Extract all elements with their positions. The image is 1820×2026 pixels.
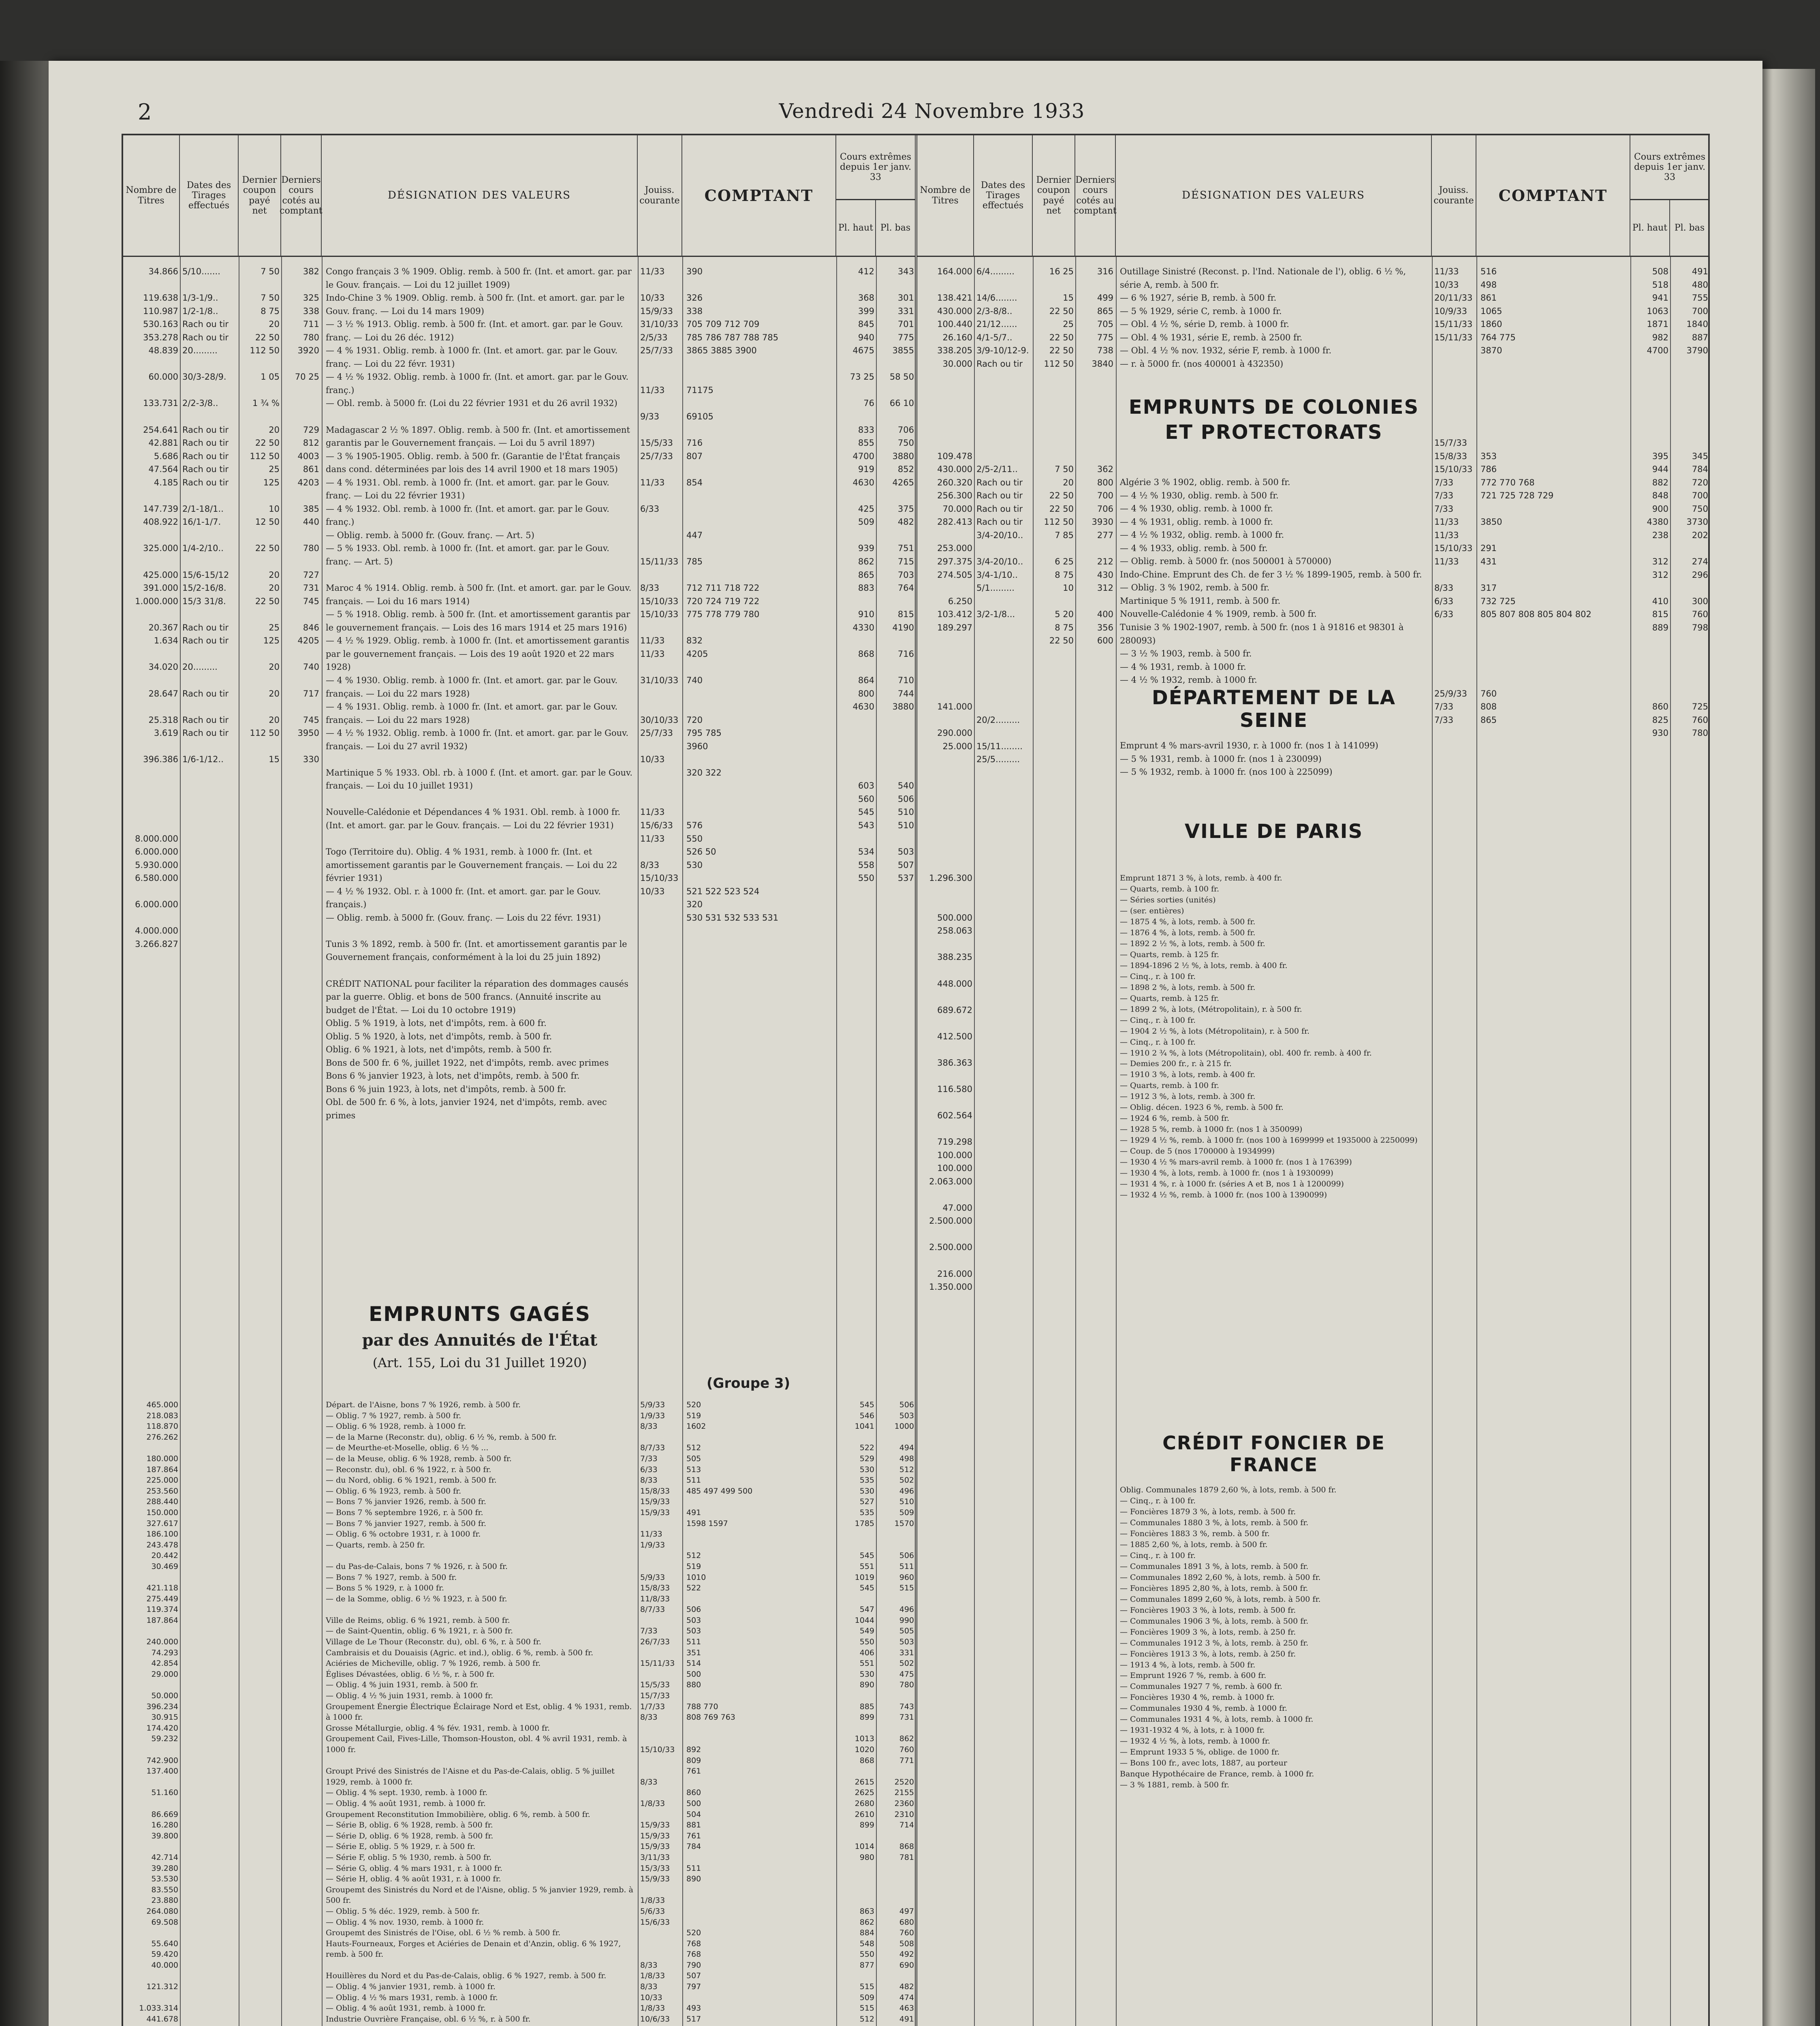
col-coupon-upper: 7 50 7 50 8 75 20 22 50 112 50 1 05 1 ¾ % 20 22 50 112 50 25 125 10 12 50 22 50 20 20 22 50 25 125 20 20 20 112 50 15 bbox=[250, 267, 280, 765]
col-cours-right: 316 499 865 705 775 738 3840 362 800 700 706 3930 277 212 430 312 400 356 600 bbox=[1092, 267, 1113, 646]
col-cours-upper: 382 325 338 711 780 3920 70 25 729 812 4003 861 4203 385 440 780 727 731 745 846 4205 740 717 745 3950 330 bbox=[295, 267, 319, 765]
page-number: 2 bbox=[138, 99, 152, 125]
col-jouiss-upper: 11/33 10/33 15/9/33 31/10/33 2/5/33 25/7/33 11/33 9/33 15/5/33 25/7/33 11/33 6/33 15/11/33 8/33 15/10/33 15/10/33 11/33 11/33 31/10/33 30/10/33 25/7/33 10/33 11/33 15/6/33 11/33 8/33 15/10/33 10/33 bbox=[640, 267, 679, 896]
rule bbox=[836, 257, 837, 2026]
right-half-table bbox=[917, 135, 1711, 2026]
header-cours: Derniers cours cotés au comptant bbox=[1075, 135, 1116, 257]
col-nombre-right: 164.000 138.421 430.000 100.440 26.160 338.205 30.000 109.478 430.000 260.320 256.300 70.000 282.413 253.000 297.375 274.505 6.250 103.412 189.297 141.000 290.000 25.000 1.296.300 500.000 258.063 388.235 448.000 689.672 412.500 386.363 116.580 602.564 719.298 100.000 100.000 2.063.000 47.000 2.500.000 2.500.000 216.000 1.350.000 bbox=[929, 267, 972, 1292]
left-half-table bbox=[123, 135, 917, 2026]
col-comptant-right: 516 498 861 1065 1860 764 775 3870 353 786 772 770 768 721 725 728 729 3850 291 431 317 732 725 805 807 808 805 804 802 760 808 865 bbox=[1480, 267, 1591, 725]
header-jouiss: Jouiss. courante bbox=[1432, 135, 1476, 257]
header-nombre: Nombre de Titres bbox=[917, 135, 974, 257]
col-coupon-right: 16 25 15 22 50 25 22 50 22 50 112 50 7 50 20 22 50 22 50 112 50 7 85 6 25 8 75 10 5 20 8 75 22 50 bbox=[1044, 267, 1074, 646]
rule bbox=[1670, 257, 1671, 2026]
rule bbox=[180, 257, 181, 2026]
header-pl-bas: Pl. bas bbox=[876, 200, 916, 257]
col-comptant-upper: 390 326 338 705 709 712 709 785 786 787 788 785 3865 3885 3900 71175 69105 716 807 854 447 785 712 711 718 722 720 724 719 722 775 778 779 780 832 4205 740 720 795 785 3960 320 322 576 550 526 50 530 521 522 523 524 320 530 531 532 533 531 bbox=[686, 267, 779, 923]
section-subtitle-annuites: par des Annuités de l'État bbox=[362, 1331, 598, 1350]
section-title-seine: DÉPARTEMENT DE LA SEINE bbox=[1151, 686, 1396, 732]
col-jouiss-right: 11/33 10/33 20/11/33 10/9/33 15/11/33 15/11/33 15/7/33 15/8/33 15/10/33 7/33 7/33 7/33 11/33 11/33 15/10/33 11/33 8/33 6/33 6/33 25/9/33 7/33 7/33 bbox=[1434, 267, 1473, 725]
rule bbox=[1630, 257, 1631, 2026]
header-cours: Derniers cours cotés au comptant bbox=[281, 135, 322, 257]
header-coupon: Dernier coupon payé net bbox=[239, 135, 281, 257]
header-comptant: COMPTANT bbox=[1476, 135, 1630, 257]
rule bbox=[876, 257, 877, 2026]
header-dates: Dates des Tirages effectués bbox=[974, 135, 1033, 257]
col-dates-right: 6/4......... 14/6........ 2/3-8/8.. 21/12...... 4/1-5/7.. 3/9-10/12-9. Rach ou tir 2/5-2/11.. Rach ou tir Rach ou tir Rach ou tir Rach ou tir 3/4-20/10.. 3/4-20/10.. 3/4-1/10.. 5/1......... 3/2-1/8... 20/2......... 15/11........ 25/5......... bbox=[976, 267, 1029, 765]
col-pl-bas-upper: 343 301 331 701 775 3855 58 50 66 10 706 750 3880 852 4265 375 482 751 715 703 764 815 4190 716 710 744 3880 540 506 510 510 503 507 537 bbox=[889, 267, 914, 883]
col-jouiss-gages: 5/9/33 1/9/33 8/33 8/7/33 7/33 6/33 8/33 15/8/33 15/9/33 15/9/33 11/33 1/9/33 5/9/33 15/8/33 11/8/33 8/7/33 7/33 26/7/33 15/11/33 15/5/33 15/7/33 1/7/33 8/33 15/10/33 8/33 1/8/33 15/9/33 15/9/33 15/9/33 3/11/33 15/3/33 15/9/33 1/8/33 5/6/33 15/6/33 8/33 1/8/33 8/33 10/33 1/8/33 10/6/33 bbox=[640, 1400, 675, 2024]
rule bbox=[974, 257, 975, 2026]
header-cours-extremes: Cours extrêmes depuis 1er janv. 33 bbox=[1630, 135, 1710, 200]
rule bbox=[1033, 257, 1034, 2026]
header-pl-haut: Pl. haut bbox=[836, 200, 876, 257]
section-title-colonies: EMPRUNTS DE COLONIES ET PROTECTORATS bbox=[1128, 396, 1419, 444]
running-head-date: Vendredi 24 Novembre 1933 bbox=[779, 99, 1085, 123]
designation-colonies: Algérie 3 % 1902, oblig. remb. à 500 fr. — 4 ½ % 1930, oblig. remb. à 500 fr. — 4 % 1930, oblig. remb. à 1000 fr. — 4 % 1931, oblig. remb. à 1000 fr. — 4 ½ % 1932, oblig. remb. à 1000 fr. — 4 % 1933, oblig. remb. à 500 fr. — Oblig. remb. à 5000 fr. (nos 500001 à 570000) Indo-Chine. Emprunt des Ch. de fer 3 ½ % 1899-1905, remb. à 500 fr. — Oblig. 3 % 1902, remb. à 500 fr. Martinique 5 % 1911, remb. à 500 fr. Nouvelle-Calédonie 4 % 1909, remb. à 500 fr. Tunisie 3 % 1902-1907, remb. à 500 fr. (nos 1 à 91816 et 98301 à 280093) — 3 ½ % 1903, remb. à 500 fr. — 4 % 1931, remb. à 1000 fr. — 4 ½ % 1932, remb. à 1000 fr. bbox=[1120, 477, 1422, 685]
header-dates: Dates des Tirages effectués bbox=[180, 135, 239, 257]
col-pl-bas-right: 491 480 755 700 1840 887 3790 345 784 720 700 750 3730 202 274 296 300 760 798 725 760 780 bbox=[1686, 267, 1708, 738]
col-comptant-gages: 520 519 1602 512 505 513 511 485 497 499 500 491 1598 1597 512 519 1010 522 506 503 503 511 351 514 500 880 788 770 808 769 763 892 809 761 860 500 504 881 761 784 511 890 520 768 768 790 507 797 493 517 bbox=[686, 1400, 753, 2024]
rule bbox=[638, 257, 639, 2026]
header-cours-extremes: Cours extrêmes depuis 1er janv. 33 bbox=[836, 135, 916, 200]
designation-colonial-block: Congo français 3 % 1909. Oblig. remb. à 500 fr. (Int. et amort. gar. par le Gouv. français. — Loi du 12 juillet 1909) Indo-Chine 3 % 1909. Oblig. remb. à 500 fr. (Int. et amort. gar. par le Gouv. franç. — Loi du 14 mars 1909) — 3 ½ % 1913. Oblig. remb. à 500 fr. (Int. et amort. gar. par le Gouv. franç. — Loi du 26 déc. 1912) — 4 % 1931. Oblig. remb. à 1000 fr. (Int. et amort. gar. par le Gouv. franç. — Loi du 22 févr. 1931) — 4 ½ % 1932. Oblig. remb. à 1000 fr. (Int. et amort. gar. par le Gouv. franç.) — Obl. remb. à 5000 fr. (Loi du 22 février 1931 et du 26 avril 1932) Madagascar 2 ½ % 1897. Oblig. remb. à 500 fr. (Int. et amortissement garantis par le Gouvernement français. — Loi du 5 avril 1897) — 3 % 1905-1905. Oblig. remb. à 500 fr. (Garantie de l'État français dans cond. déterminées par lois des 14 avril 1900 et 18 mars 1905) — 4 % 1931. Obl. remb. à 1000 fr. (Int. et amort. gar. par le Gouv. franç. — Loi du 22 février 1931) — 4 % 1932. Obl. remb. à 1000 fr. (Int. et amort. gar. par le Gouv. franç.) — Oblig. remb. à 5000 fr. (Gouv. franç. — Art. 5) — 5 % 1933. Obl. remb. à 1000 fr. (Int. et amort. gar. par le Gouv. franç. — Art. 5) Maroc 4 % 1914. Oblig. remb. à 500 fr. (Int. et amort. gar. par le Gouv. français. — Loi du 16 mars 1914) — 5 % 1918. Oblig. remb. à 500 fr. (Int. et amortissement garantis par le gouvernement français. — Lois des 16 mars 1914 et 25 mars 1916) — 4 ½ % 1929. Oblig. remb. à 1000 fr. (Int. et amortissement garantis par le gouvernement français. — Lois des 19 août 1920 et 22 mars 1928) — 4 % 1930. Oblig. remb. à 1000 fr. (Int. et amort. gar. par le Gouv. français. — Loi du 22 mars 1928) — 4 % 1931. Oblig. remb. à 1000 fr. (Int. et amort. gar. par le Gouv. français. — Loi du 22 mars 1928) — 4 ½ % 1932. Oblig. remb. à 1000 fr. (Int. et amort. gar. par le Gouv. français. — Loi du 27 avril 1932) Martinique 5 % 1933. Obl. rb. à 1000 f. (Int. et amort. gar. par le Gouv. français. — Loi du 10 juillet 1931) Nouvelle-Calédonie et Dépendances 4 % 1931. Obl. remb. à 1000 fr. (Int. et amort. gar. par le Gouv. français. — Loi du 22 février 1931) Togo (Territoire du). Oblig. 4 % 1931, remb. à 1000 fr. (Int. et amortissement garantis par le Gouvernement français. — Loi du 22 février 1931) — 4 ½ % 1932. Obl. r. à 1000 fr. (Int. et amort. gar. par le Gouv. français.) — Oblig. remb. à 5000 fr. (Gouv. franç. — Lois du 22 févr. 1931) Tunis 3 % 1892, remb. à 500 fr. (Int. et amortissement garantis par le Gouvernement français, conformément à la loi du 25 juin 1892) CRÉDIT NATIONAL pour faciliter la réparation des dommages causés par la guerre. Oblig. et bons de 500 francs. (Annuité inscrite au budget de l'État. — Loi du 10 octobre 1919) Oblig. 5 % 1919, à lots, net d'impôts, rem. à 600 fr. Oblig. 5 % 1920, à lots, net d'impôts, remb. à 500 fr. Oblig. 6 % 1921, à lots, net d'impôts, remb. à 500 fr. Bons de 500 fr. 6 %, juillet 1922, net d'impôts, remb. avec primes Bons 6 % janvier 1923, à lots, net d'impôts, remb. à 500 fr. Bons 6 % juin 1923, à lots, net d'impôts, remb. à 500 fr. Obl. de 500 fr. 6 %, à lots, janvier 1924, net d'impôts, remb. avec primes bbox=[326, 267, 633, 1120]
col-dates-upper: 5/10....... 1/3-1/9.. 1/2-1/8.. Rach ou tir Rach ou tir 20......... 30/3-28/9. 2/2-3/8.. Rach ou tir Rach ou tir Rach ou tir Rach ou tir Rach ou tir 2/1-18/1.. 16/1-1/7. 1/4-2/10.. 15/6-15/12 15/2-16/8. 15/3 31/8. Rach ou tir Rach ou tir 20......... Rach ou tir Rach ou tir Rach ou tir 1/6-1/12.. bbox=[182, 267, 229, 765]
header-designation: DÉSIGNATION DES VALEURS bbox=[1116, 135, 1432, 257]
section-title-ville-de-paris: VILLE DE PARIS bbox=[1184, 820, 1363, 843]
col-nombre-gages: 465.000 218.083 118.870 276.262 180.000 187.864 225.000 253.560 288.440 150.000 327.617 186.100 243.478 20.442 30.469 421.118 275.449 119.374 187.864 240.000 74.293 42.854 29.000 50.000 396.234 30.915 174.420 59.232 742.900 137.400 51.160 86.669 16.280 39.800 42.714 39.280 53.530 83.550 23.880 264.080 69.508 55.640 59.420 40.000 121.312 1.033.314 441.678 bbox=[139, 1400, 178, 2024]
header-pl-haut: Pl. haut bbox=[1630, 200, 1670, 257]
col-pl-bas-gages: 506 503 1000 494 498 512 502 496 510 509 1570 506 511 960 515 496 990 505 503 331 502 475 780 743 731 862 760 771 2520 2155 2360 2310 714 868 781 497 680 760 508 492 690 482 474 463 491 bbox=[894, 1400, 914, 2024]
col-pl-haut-gages: 545 546 1041 522 529 530 535 530 527 535 1785 545 551 1019 545 547 1044 549 550 406 551 530 890 885 899 1013 1020 868 2615 2625 2680 2610 899 1014 980 863 862 884 548 550 877 515 509 515 512 bbox=[854, 1400, 874, 2024]
designation-credit-foncier: Oblig. Communales 1879 2,60 %, à lots, remb. à 500 fr. — Cinq., r. à 100 fr. — Foncières 1879 3 %, à lots, remb. à 500 fr. — Communales 1880 3 %, à lots, remb. à 500 fr. — Foncières 1883 3 %, remb. à 500 fr. — 1885 2,60 %, à lots, remb. à 500 fr. — Cinq., r. à 100 fr. — Communales 1891 3 %, à lots, remb. à 500 fr. — Communales 1892 2,60 %, à lots, remb. à 500 fr. — Foncières 1895 2,80 %, à lots, remb. à 500 fr. — Communales 1899 2,60 %, à lots, remb. à 500 fr. — Foncières 1903 3 %, à lots, remb. à 500 fr. — Communales 1906 3 %, à lots, remb. à 500 fr. — Foncières 1909 3 %, à lots, remb. à 250 fr. — Communales 1912 3 %, à lots, remb. à 250 fr. — Foncières 1913 3 %, à lots, remb. à 250 fr. — 1913 4 %, à lots, remb. à 500 fr. — Emprunt 1926 7 %, remb. à 600 fr. — Communales 1927 7 %, remb. à 600 fr. — Foncières 1930 4 %, remb. à 1000 fr. — Communales 1930 4 %, remb. à 1000 fr. — Communales 1931 4 %, à lots, remb. à 1000 fr. — 1931-1932 4 %, à lots, r. à 1000 fr. — 1932 4 ½ %, à lots, remb. à 1000 fr. — Emprunt 1933 5 %, oblige. de 1000 fr. — Bons 100 fr., avec lots, 1887, au porteur Banque Hypothécaire de France, remb. à 1000 fr. — 3 % 1881, remb. à 500 fr. bbox=[1120, 1485, 1337, 1790]
section-law-reference: (Art. 155, Loi du 31 Juillet 1920) bbox=[372, 1355, 587, 1370]
header-nombre: Nombre de Titres bbox=[123, 135, 180, 257]
page-edge bbox=[1754, 69, 1815, 2026]
col-pl-haut-right: 508 518 941 1063 1871 982 4700 395 944 882 848 900 4380 238 312 312 410 815 889 860 825 930 bbox=[1647, 267, 1668, 738]
header-jouiss: Jouiss. courante bbox=[638, 135, 682, 257]
rule bbox=[1075, 257, 1076, 2026]
header-pl-bas: Pl. bas bbox=[1670, 200, 1710, 257]
rule bbox=[1116, 257, 1117, 2026]
rule bbox=[1476, 257, 1477, 2026]
rule bbox=[281, 257, 282, 2026]
designation-outillage: Outillage Sinistré (Reconst. p. l'Ind. Nationale de l'), oblig. 6 ½ %, série A, remb. à 500 fr. — 6 % 1927, série B, remb. à 500 fr. — 5 % 1929, série C, remb. à 1000 fr. — Obl. 4 ½ %, série D, remb. à 1000 fr. — Obl. 4 % 1931, série E, remb. à 2500 fr. — Obl. 4 ½ % nov. 1932, série F, remb. à 1000 fr. — r. à 5000 fr. (nos 400001 à 432350) bbox=[1120, 267, 1406, 369]
section-title-credit-foncier: CRÉDIT FONCIER DE FRANCE bbox=[1162, 1432, 1385, 1476]
designation-seine: Emprunt 4 % mars-avril 1930, r. à 1000 fr. (nos 1 à 141099) — 5 % 1931, remb. à 1000 fr. (nos 1 à 230099) — 5 % 1932, remb. à 1000 fr. (nos 100 à 225099) bbox=[1120, 741, 1378, 777]
rule bbox=[682, 257, 683, 2026]
header-designation: DÉSIGNATION DES VALEURS bbox=[322, 135, 638, 257]
groupe-label: (Groupe 3) bbox=[707, 1375, 790, 1391]
rule bbox=[322, 257, 323, 2026]
quotation-table bbox=[122, 134, 1710, 2026]
section-title-emprunts-gages: EMPRUNTS GAGÉS bbox=[369, 1302, 591, 1326]
header-comptant: COMPTANT bbox=[682, 135, 836, 257]
designation-gages-block: Départ. de l'Aisne, bons 7 % 1926, remb. à 500 fr. — Oblig. 7 % 1927, remb. à 500 fr. — Oblig. 6 % 1928, remb. à 1000 fr. — de la Marne (Reconstr. du), oblig. 6 ½ %, remb. à 500 fr. — de Meurthe-et-Moselle, oblig. 6 ½ % ... — de la Meuse, oblig. 6 % 1928, remb. à 500 fr. — Reconstr. du), obl. 6 % 1922, r. à 500 fr. — du Nord, oblig. 6 % 1921, remb. à 500 fr. — Oblig. 6 % 1923, remb. à 500 fr. — Bons 7 % janvier 1926, remb. à 500 fr. — Bons 7 % septembre 1926, r. à 500 fr. — Bons 7 % janvier 1927, remb. à 500 fr. — Oblig. 6 % octobre 1931, r. à 1000 fr. — Quarts, remb. à 250 fr. — du Pas-de-Calais, bons 7 % 1926, r. à 500 fr. — Bons 7 % 1927, remb. à 500 fr. — Bons 5 % 1929, r. à 1000 fr. — de la Somme, oblig. 6 ½ % 1923, r. à 500 fr. Ville de Reims, oblig. 6 % 1921, remb. à 500 fr. — de Saint-Quentin, oblig. 6 % 1921, r. à 500 fr. Village de Le Thour (Reconstr. du), obl. 6 %, r. à 500 fr. Cambraisis et du Douaisis (Agric. et ind.), oblig. 6 %, remb. à 500 fr. Aciéries de Micheville, oblig. 7 % 1926, remb. à 500 fr. Églises Dévastées, oblig. 6 ½ %, r. à 500 fr. — Oblig. 4 % juin 1931, remb. à 500 fr. — Oblig. 4 ½ % juin 1931, remb. à 1000 fr. Groupement Énergie Électrique Éclairage Nord et Est, oblig. 4 % 1931, remb. à 1000 fr. Grosse Métallurgie, oblig. 4 % fév. 1931, remb. à 1000 fr. Groupement Cail, Fives-Lille, Thomson-Houston, obl. 4 % avril 1931, remb. à 1000 fr. Groupt Privé des Sinistrés de l'Aisne et du Pas-de-Calais, oblig. 5 % juillet 1929, remb. à 1000 fr. — Oblig. 4 % sept. 1930, remb. à 1000 fr. — Oblig. 4 % août 1931, remb. à 1000 fr. Groupement Reconstitution Immobilière, oblig. 6 %, remb. à 500 fr. — Série B, oblig. 6 % 1928, remb. à 500 fr. — Série D, oblig. 6 % 1928, remb. à 500 fr. — Série E, oblig. 5 % 1929, r. à 500 fr. — Série F, oblig. 5 % 1930, remb. à 500 fr. — Série G, oblig. 4 % mars 1931, r. à 1000 fr. — Série H, oblig. 4 % août 1931, r. à 1000 fr. Groupemt des Sinistrés du Nord et de l'Aisne, oblig. 5 % janvier 1929, remb. à 500 fr. — Oblig. 5 % déc. 1929, remb. à 500 fr. — Oblig. 4 % nov. 1930, remb. à 1000 fr. Groupemt des Sinistrés de l'Oise, obl. 6 ½ % remb. à 500 fr. Hauts-Fourneaux, Forges et Aciéries de Denain et d'Anzin, oblig. 6 % 1927, remb. à 500 fr. Houillères du Nord et du Pas-de-Calais, oblig. 6 % 1927, remb. à 500 fr. — Oblig. 4 % janvier 1931, remb. à 1000 fr. — Oblig. 4 ½ % mars 1931, remb. à 1000 fr. — Oblig. 4 % août 1931, remb. à 1000 fr. Industrie Ouvrière Française, obl. 6 ½ %, r. à 500 fr. bbox=[326, 1400, 633, 2024]
rule bbox=[1432, 257, 1433, 2026]
col-nombre-upper: 34.866 119.638 110.987 530.163 353.278 48.839 60.000 133.731 254.641 42.881 5.686 47.564 4.185 147.739 408.922 325.000 425.000 391.000 1.000.000 20.367 1.634 34.020 28.647 25.318 3.619 396.386 8.000.000 6.000.000 5.930.000 6.580.000 6.000.000 4.000.000 3.266.827 bbox=[135, 267, 178, 949]
designation-ville-de-paris: Emprunt 1871 3 %, à lots, remb. à 400 fr. — Quarts, remb. à 100 fr. — Séries sorties (unités) — (ser. entières) — 1875 4 %, à lots, remb. à 500 fr. — 1876 4 %, à lots, remb. à 500 fr. — 1892 2 ½ %, à lots, remb. à 500 fr. — Quarts, remb. à 125 fr. — 1894-1896 2 ½ %, à lots, remb. à 400 fr. — Cinq., r. à 100 fr. — 1898 2 %, à lots, remb. à 500 fr. — Quarts, remb. à 125 fr. — 1899 2 %, à lots, (Métropolitain), r. à 500 fr. — Cinq., r. à 100 fr. — 1904 2 ½ %, à lots (Métropolitain), r. à 500 fr. — Cinq., r. à 100 fr. — 1910 2 ¾ %, à lots (Métropolitain), obl. 400 fr. remb. à 400 fr. — Demies 200 fr., r. à 215 fr. — 1910 3 %, à lots, remb. à 400 fr. — Quarts, remb. à 100 fr. — 1912 3 %, à lots, remb. à 300 fr. — Oblig. décen. 1923 6 %, remb. à 500 fr. — 1924 6 %, remb. à 500 fr. — 1928 5 %, remb. à 1000 fr. (nos 1 à 350099) — 1929 4 ½ %, remb. à 1000 fr. (nos 100 à 1699999 et 1935000 à 2250099) — Coup. de 5 (nos 1700000 à 1934999) — 1930 4 ½ % mars-avril remb. à 1000 fr. (nos 1 à 176399) — 1930 4 %, à lots, remb. à 1000 fr. (nos 1 à 1930099) — 1931 4 %, r. à 1000 fr. (séries A et B, nos 1 à 1200099) — 1932 4 ½ %, remb. à 1000 fr. (nos 100 à 1390099) bbox=[1120, 874, 1418, 1200]
header-coupon: Dernier coupon payé net bbox=[1033, 135, 1075, 257]
col-pl-haut-upper: 412 368 399 845 940 4675 73 25 76 833 855 4700 919 4630 425 509 939 862 865 883 910 4330 868 864 800 4630 603 560 545 543 534 558 550 bbox=[850, 267, 874, 883]
